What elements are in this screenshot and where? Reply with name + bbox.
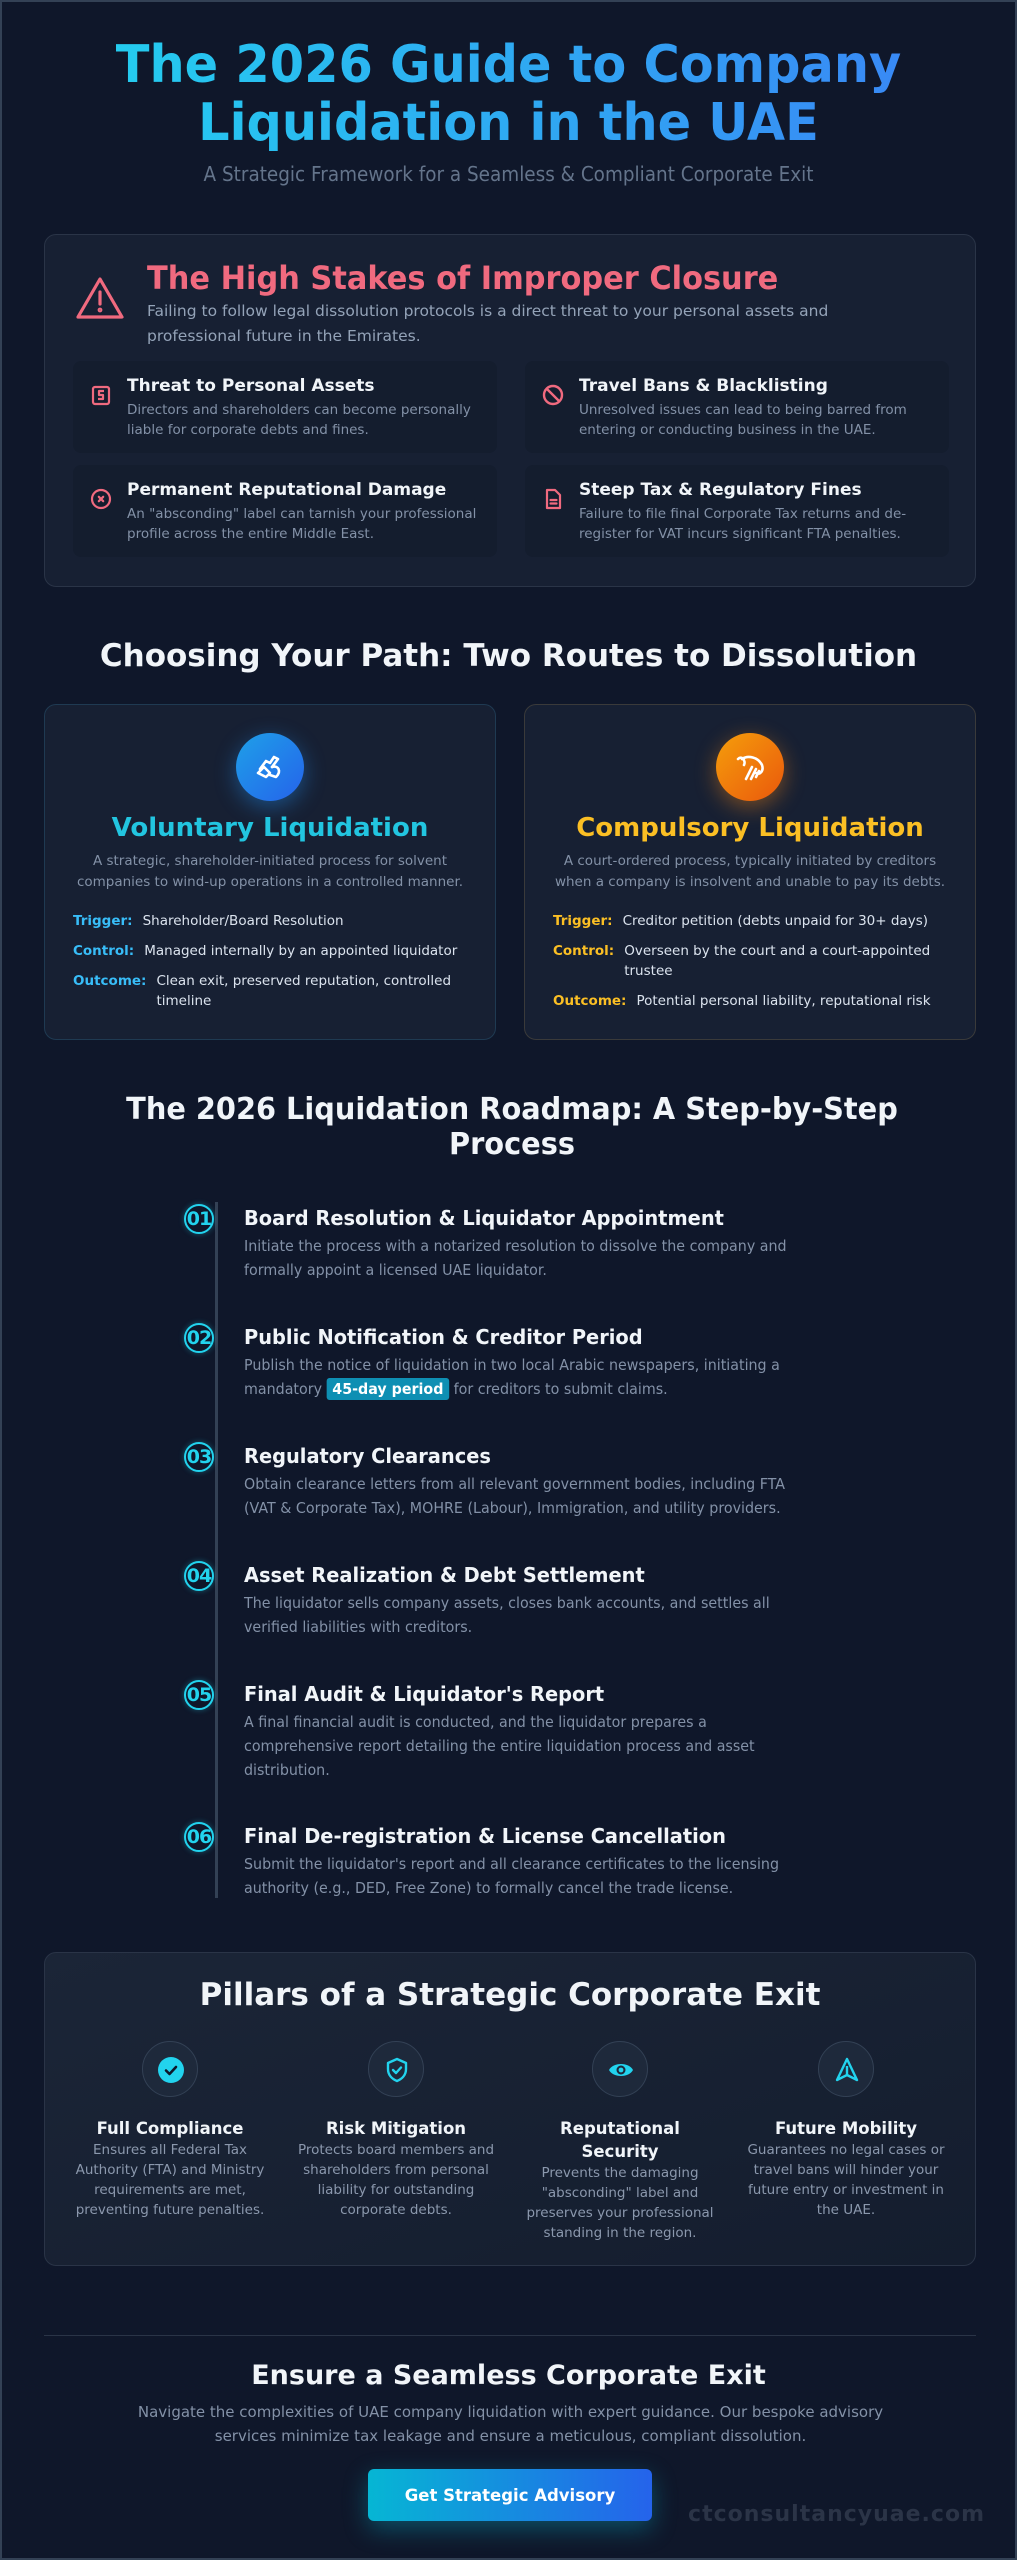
compulsory-badge — [716, 733, 784, 801]
risk-title: Permanent Reputational Damage — [127, 480, 447, 500]
warning-triangle-icon — [75, 275, 125, 321]
risk-card-reputational-damage — [73, 465, 497, 557]
step-text: Obtain clearance letters from all relevant government bodies, including FTA (VAT & Corporate Tax), MOHRE (Labour), Immigration, and utility providers. — [244, 1475, 785, 1517]
pillar-title: Risk Mitigation — [325, 2119, 467, 2138]
roadmap-title — [109, 1092, 915, 1162]
step-number: 02 — [184, 1323, 214, 1353]
stakes-lead: Failing to follow legal dissolution protocols is a direct threat to your personal assets and professional future in the Emirates. — [147, 302, 829, 345]
get-strategic-advisory-button[interactable]: Get Strategic Advisory — [368, 2469, 652, 2521]
timeline-line — [215, 1202, 218, 1898]
pillar-future-mobility — [741, 2041, 951, 2220]
ban-icon — [541, 383, 565, 407]
voluntary-desc: A strategic, shareholder-initiated process for solvent companies to wind-up operations in a controlled manner. — [76, 853, 464, 890]
pillar-text: Ensures all Federal Tax Authority (FTA) and Ministry requirements are met, preventing future penalties. — [75, 2142, 265, 2218]
pillar-icon-ring — [368, 2041, 424, 2097]
risk-card-personal-assets — [73, 361, 497, 453]
fact-value: Managed internally by an appointed liquidator — [144, 943, 458, 959]
step-number: 04 — [184, 1561, 214, 1591]
risk-card-travel-bans — [525, 361, 949, 453]
fact-key: Trigger: — [553, 913, 613, 929]
step-text: The liquidator sells company assets, closes bank accounts, and settles all verified liabilities with creditors. — [244, 1594, 770, 1636]
voluntary-badge — [236, 733, 304, 801]
step-text: Submit the liquidator's report and all clearance certificates to the licensing authority (e.g., DED, Free Zone) to formally cancel the trade license. — [244, 1855, 780, 1897]
fact-key: Outcome: — [553, 993, 627, 1009]
fact-value: Potential personal liability, reputational risk — [636, 993, 931, 1009]
step-title: Board Resolution & Liquidator Appointment — [244, 1206, 724, 1230]
fact-key: Control: — [73, 943, 135, 959]
cta-title: Ensure a Seamless Corporate Exit — [251, 2360, 766, 2391]
risk-title: Travel Bans & Blacklisting — [579, 376, 828, 396]
pillar-text: Prevents the damaging "absconding" label and preserves your professional standing in the region. — [526, 2165, 714, 2241]
step-title: Asset Realization & Debt Settlement — [244, 1563, 645, 1587]
watermark: ctconsultancyuae.com — [688, 2502, 985, 2527]
routes-title: Choosing Your Path: Two Routes to Dissolution — [99, 638, 918, 674]
cta-text: Navigate the complexities of UAE company liquidation with expert guidance. Our bespoke advisory services minimize tax leakage and ensure a meticulous, compliant dissolution. — [137, 2403, 884, 2445]
pillar-title: Full Compliance — [96, 2119, 244, 2138]
handshake-icon — [252, 749, 288, 785]
high-stakes-section — [44, 234, 976, 587]
infographic-page — [2, 2, 1015, 2558]
step-title: Regulatory Clearances — [244, 1444, 491, 1468]
roadmap-title-line-2: Process — [449, 1127, 575, 1162]
gavel-icon — [732, 749, 768, 785]
step-text: A final financial audit is conducted, and the liquidator prepares a comprehensive report detailing the entire liquidation process and asset distribution. — [244, 1713, 755, 1779]
pillars-title: Pillars of a Strategic Corporate Exit — [199, 1977, 821, 2013]
fact-key: Outcome: — [73, 973, 147, 989]
fact-value: Shareholder/Board Resolution — [142, 913, 344, 929]
pillar-icon-ring — [142, 2041, 198, 2097]
voluntary-liquidation-card — [44, 704, 496, 1040]
risk-card-tax-fines — [525, 465, 949, 557]
pillar-icon-ring — [818, 2041, 874, 2097]
stakes-title: The High Stakes of Improper Closure — [147, 259, 779, 297]
step-title: Final De-registration & License Cancellation — [244, 1824, 726, 1848]
risk-text: Failure to file final Corporate Tax returns and de-register for VAT incurs significant FTA penalties. — [579, 506, 907, 542]
step-number: 05 — [184, 1680, 214, 1710]
fact-key: Trigger: — [73, 913, 133, 929]
step-text-part: for creditors to submit claims. — [453, 1380, 668, 1398]
check-circle-icon — [157, 2056, 185, 2084]
pillar-text: Protects board members and shareholders from personal liability for outstanding corporate debts. — [297, 2142, 495, 2218]
step-number: 01 — [184, 1204, 214, 1234]
document-icon — [541, 487, 565, 511]
fact-value: Overseen by the court and a court-appointed trustee — [624, 943, 931, 979]
step-text-part: Publish the notice of liquidation in two local Arabic newspapers, initiating a mandatory — [244, 1356, 780, 1398]
pillar-title: Future Mobility — [774, 2119, 918, 2138]
pillars-section — [44, 1952, 976, 2266]
highlight-badge: 45-day period — [327, 1378, 450, 1400]
compulsory-title: Compulsory Liquidation — [576, 813, 924, 843]
step-text: Initiate the process with a notarized resolution to dissolve the company and formally appoint a licensed UAE liquidator. — [244, 1237, 787, 1279]
risk-text: An "absconding" label can tarnish your professional profile across the entire Middle East. — [127, 506, 477, 542]
risk-text: Directors and shareholders can become personally liable for corporate debts and fines. — [127, 402, 471, 438]
step-text — [244, 1353, 814, 1401]
step-number: 03 — [184, 1442, 214, 1472]
step-title: Public Notification & Creditor Period — [244, 1325, 643, 1349]
navigation-arrow-icon — [833, 2056, 861, 2084]
shield-check-icon — [383, 2056, 411, 2084]
risk-title: Threat to Personal Assets — [127, 376, 375, 396]
fact-control — [73, 941, 471, 961]
hero — [2, 2, 1015, 186]
page-subtitle: A Strategic Framework for a Seamless & Compliant Corporate Exit — [203, 162, 814, 186]
step-title: Final Audit & Liquidator's Report — [244, 1682, 605, 1706]
page-title — [27, 36, 989, 152]
pillar-icon-ring — [592, 2041, 648, 2097]
fact-control — [553, 941, 951, 981]
fact-trigger — [553, 911, 951, 931]
risk-title: Steep Tax & Regulatory Fines — [579, 480, 862, 500]
pillar-title: Reputational Security — [560, 2119, 680, 2161]
compulsory-facts — [553, 911, 951, 1021]
x-circle-icon — [89, 487, 113, 511]
step-number: 06 — [184, 1822, 214, 1852]
pillar-reputational-security — [515, 2041, 725, 2243]
fact-outcome — [553, 991, 951, 1011]
pillar-text: Guarantees no legal cases or travel bans will hinder your future entry or investment in the UAE. — [747, 2142, 945, 2218]
voluntary-title: Voluntary Liquidation — [111, 813, 429, 843]
pillar-risk-mitigation — [291, 2041, 501, 2220]
money-bill-icon — [89, 383, 113, 407]
title-line-2: Liquidation in the UAE — [198, 93, 819, 153]
roadmap-title-line-1: The 2026 Liquidation Roadmap: A Step-by-Step — [126, 1092, 898, 1127]
fact-value: Clean exit, preserved reputation, controlled timeline — [156, 973, 452, 1009]
title-line-1: The 2026 Guide to Company — [115, 35, 902, 95]
voluntary-facts — [73, 911, 471, 1021]
pillar-full-compliance — [65, 2041, 275, 2220]
compulsory-liquidation-card — [524, 704, 976, 1040]
fact-value: Creditor petition (debts unpaid for 30+ days) — [622, 913, 928, 929]
risk-text: Unresolved issues can lead to being barred from entering or conducting business in the UAE. — [579, 402, 907, 438]
section-divider — [44, 2335, 976, 2336]
eye-icon — [607, 2056, 635, 2084]
compulsory-desc: A court-ordered process, typically initiated by creditors when a company is insolvent and unable to pay its debts. — [554, 853, 946, 890]
fact-trigger — [73, 911, 471, 931]
fact-key: Control: — [553, 943, 615, 959]
fact-outcome — [73, 971, 471, 1011]
